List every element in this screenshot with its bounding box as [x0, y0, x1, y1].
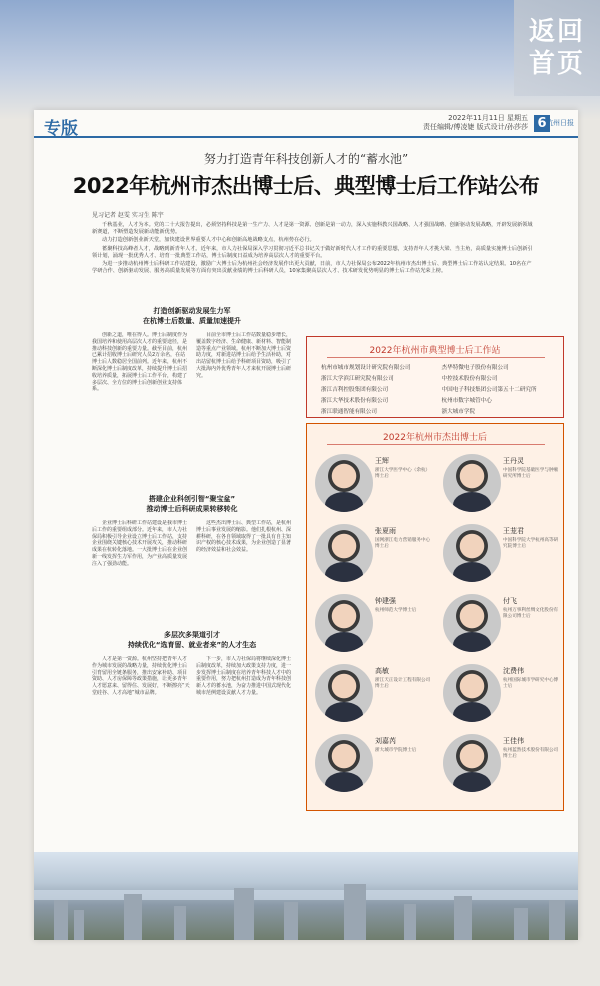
- section-heading-line: 在杭博士后数量、质量加速提升: [143, 317, 241, 325]
- divider: [327, 444, 545, 445]
- building: [74, 910, 84, 940]
- station-item: 杭州市数字城管中心: [441, 398, 492, 404]
- return-home-button[interactable]: [514, 0, 600, 96]
- section-heading-2: [92, 494, 292, 514]
- person-affiliation: 国网浙江电力营销服务中心博士后: [375, 538, 431, 549]
- river: [34, 890, 578, 900]
- person-photo: [315, 454, 373, 512]
- station-item: 杰华特微电子股份有限公司: [441, 365, 509, 371]
- person-card: [437, 522, 563, 588]
- person-name: 高敏: [375, 667, 389, 675]
- text-column: [92, 520, 190, 624]
- station-item: 中国电子科技集团公司第五十二研究所: [441, 387, 537, 393]
- outstanding-postdocs-box: [306, 423, 564, 811]
- section-heading-line: 多层次多渠道引才: [164, 631, 220, 639]
- person-card: [309, 452, 435, 518]
- section-heading-3: [92, 630, 292, 650]
- building: [234, 888, 254, 940]
- body-paragraph: 下一步，市人力社保局将继续深化博士后制度改革，持续加大政策支持力度，进一步发挥博士后制度在培养青年科技人才中的重要作用，努力把杭州打造成为青年科技创新人才的蓄水池，为奋力推进中国式现代化城市范例建设贡献人才力量。: [196, 656, 292, 696]
- text-column: [196, 656, 294, 846]
- stations-list: [321, 363, 556, 415]
- person-photo: [443, 734, 501, 792]
- building: [514, 908, 528, 940]
- person-card: [437, 662, 563, 728]
- page-header: [34, 110, 578, 138]
- station-item: 浙大城市学院: [441, 409, 476, 415]
- person-card: [437, 452, 563, 518]
- return-label: 返回: [528, 17, 585, 47]
- person-photo: [315, 664, 373, 722]
- background-sky: [0, 0, 600, 120]
- building: [124, 894, 142, 940]
- divider: [327, 357, 545, 358]
- station-item: 中控技术股份有限公司: [441, 376, 498, 382]
- body-paragraph: 人才是第一资源。杭州坚持把青年人才作为城市发展的战略力量，持续优化博士后引育留用全链条服务，推出安家补助、项目资助、人才房保障等政策措施，让更多青年人才愿意来、留得住、发展好，不断擦亮“天堂硅谷、人才高地”城市品牌。: [92, 656, 190, 696]
- person-name: 付飞: [503, 597, 517, 605]
- section-heading-line: 搭建企业科创引智“聚宝盆”: [148, 495, 236, 503]
- lead-paragraph: 动力打造创新创业新天堂，加快建设世界重要人才中心和创新高地战略支点，杭州势在必行。: [102, 237, 315, 244]
- building: [284, 902, 298, 940]
- person-photo: [443, 594, 501, 652]
- body-paragraph: 创新之道，唯在得人。博士后制度作为我国培养和使用高层次人才的重要途径，是推动科技创新的重要力量。截至目前，杭州已累计招收博士后研究人员2万余名，在站博士后人数稳居全国前列。近年来，杭州不断深化博士后制度改革，持续提升博士后招收培养质量，拓展博士后工作平台，构建了多层次、全方位的博士后创新创业支持体系。: [92, 332, 188, 393]
- person-name: 王辉: [375, 457, 389, 465]
- person-photo: [315, 594, 373, 652]
- person-card: [437, 592, 563, 658]
- body-paragraph: 目前全市博士后工作站数量稳步增长，覆盖数字经济、生命健康、新材料、智能制造等重点产业领域。杭州不断加大博士后资助力度，对新进站博士后给予生活补助，对出站留杭博士后给予科研项目资助，吸引了大批海内外优秀青年人才来杭开展博士后研究。: [196, 332, 292, 379]
- body-paragraph: 企业博士后科研工作站建设是我市博士后工作的重要组成部分。近年来，市人力社保局积极引导企业设立博士后工作站，支持企业围绕关键核心技术开展攻关，推动科研成果在杭转化落地。一大批博士后在企业创新一线发挥生力军作用，为产业高质量发展注入了强劲动能。: [92, 520, 188, 567]
- person-card: [309, 662, 435, 728]
- page-number: 6: [534, 115, 550, 132]
- section-heading-line: 推动博士后科研成果转移转化: [146, 505, 238, 513]
- editor-credit: 责任编辑/傅凌婕 版式设计/孙莎莎: [423, 123, 528, 131]
- person-photo: [443, 524, 501, 582]
- newspaper-page: [34, 110, 578, 940]
- person-card: [309, 732, 435, 798]
- person-affiliation: 浙江天正设计工程有限公司博士后: [375, 678, 431, 689]
- city-skyline-photo: [34, 852, 578, 940]
- building: [174, 906, 186, 940]
- building: [404, 904, 416, 940]
- people-box-title: 2022年杭州市杰出博士后: [383, 433, 487, 443]
- person-name: 王佳伟: [503, 737, 524, 745]
- text-column: [92, 332, 190, 488]
- station-item: 杭州市城市规划设计研究院有限公司: [321, 365, 411, 371]
- person-affiliation: 杭州国际城市学研究中心博士后: [503, 678, 559, 689]
- person-affiliation: 浙大城市学院博士后: [375, 748, 417, 753]
- home-label: 首页: [528, 49, 585, 79]
- person-card: [309, 592, 435, 658]
- person-affiliation: 杭州万事利丝绸文化股份有限公司博士后: [503, 608, 559, 619]
- section-heading-1: [92, 306, 292, 326]
- building: [54, 900, 68, 940]
- person-photo: [443, 454, 501, 512]
- person-affiliation: 中国科学院大学杭州高等研究院博士后: [503, 538, 559, 549]
- person-name: 张夏雨: [375, 527, 396, 535]
- station-item: 浙江大学滨江研究院有限公司: [321, 376, 394, 382]
- lead-paragraph: 为进一步推动杭州博士后科研工作站建设，激励广大博士后为杭州社会经济发展作出更大贡献，日前，市人力社保局公布2022年杭州市杰出博士后、典型博士后工作站认定结果。10名在产学研合作、创新驱动发展、服务高质量发展等方面有突出贡献业绩的博士后科研人员，10家集聚高层次人才、技术研发优势明显的博士后工作站光荣上榜。: [92, 261, 532, 275]
- article-title: 2022年杭州市杰出博士后、典型博士后工作站公布: [72, 174, 540, 198]
- person-card: [309, 522, 435, 588]
- byline: 见习记者 赵雯 实习生 陈宇: [92, 212, 164, 219]
- person-card: [437, 732, 563, 798]
- text-column: [196, 332, 294, 488]
- station-item: 浙江联通智能有限公司: [321, 409, 377, 415]
- person-photo: [443, 664, 501, 722]
- typical-stations-box: [306, 336, 564, 418]
- article-subtitle: 努力打造青年科技创新人才的“蓄水池”: [203, 152, 409, 166]
- person-affiliation: 中国科学院基础医学与肿瘤研究所博士后: [503, 468, 559, 479]
- building: [549, 900, 565, 940]
- issue-date: 2022年11月11日 星期五: [448, 114, 528, 122]
- newspaper-logo: 杭州日报: [546, 119, 574, 127]
- station-item: 浙江吉利控股集团有限公司: [321, 387, 389, 393]
- section-heading-line: 持续优化“选育留、就业者来”的人才生态: [127, 641, 257, 649]
- person-name: 王茏君: [503, 527, 524, 535]
- person-name: 王丹灵: [503, 457, 524, 465]
- person-photo: [315, 524, 373, 582]
- body-paragraph: 这些杰出博士后、典型工作站，是杭州博士后事业发展的缩影。他们扎根杭州、深耕科研，在各自领域取得了一批具有自主知识产权的核心技术成果，为企业创造了显著的经济效益和社会效益。: [196, 520, 292, 554]
- text-column: [92, 656, 190, 846]
- person-affiliation: 杭州师范大学博士后: [375, 608, 417, 613]
- station-item: 浙江大华技术股份有限公司: [321, 398, 389, 404]
- lead-paragraph: 蓄聚科技高峰者人才，战略到新青年人才。近年来，市人力社保局深入学习贯彻习近平总书记关于做好新时代人才工作的重要思想，支持青年人才挑大梁、当主角，高质量实施博士后创新引领计划，涌现一批优秀人才、培育一批典型工作站，博士后制度日益成为培养高层次人才的重要平台。: [92, 245, 533, 259]
- person-affiliation: 浙江大学医学中心（余杭）博士后: [375, 468, 431, 479]
- person-name: 钟建强: [375, 597, 396, 605]
- person-name: 刘嘉芮: [375, 737, 396, 745]
- person-photo: [315, 734, 373, 792]
- lead-paragraphs: [92, 222, 534, 276]
- stations-box-title: 2022年杭州市典型博士后工作站: [369, 346, 501, 356]
- person-affiliation: 杭州蓝然技术股份有限公司博士后: [503, 748, 559, 759]
- section-heading-line: 打造创新驱动发展生力军: [153, 307, 231, 315]
- text-column: [196, 520, 294, 624]
- person-name: 沈费伟: [503, 667, 524, 675]
- lead-paragraph: 千秋基业，人才为本。党的二十大报告提出，必须坚持科技是第一生产力、人才是第一资源、创新是第一动力，深入实施科教兴国战略、人才强国战略、创新驱动发展战略，开辟发展新领域新赛道，不断塑造发展新动能新优势。: [92, 222, 533, 236]
- header-info: [423, 114, 528, 132]
- building: [344, 884, 366, 940]
- building: [454, 896, 472, 940]
- section-name: 专版: [44, 119, 78, 139]
